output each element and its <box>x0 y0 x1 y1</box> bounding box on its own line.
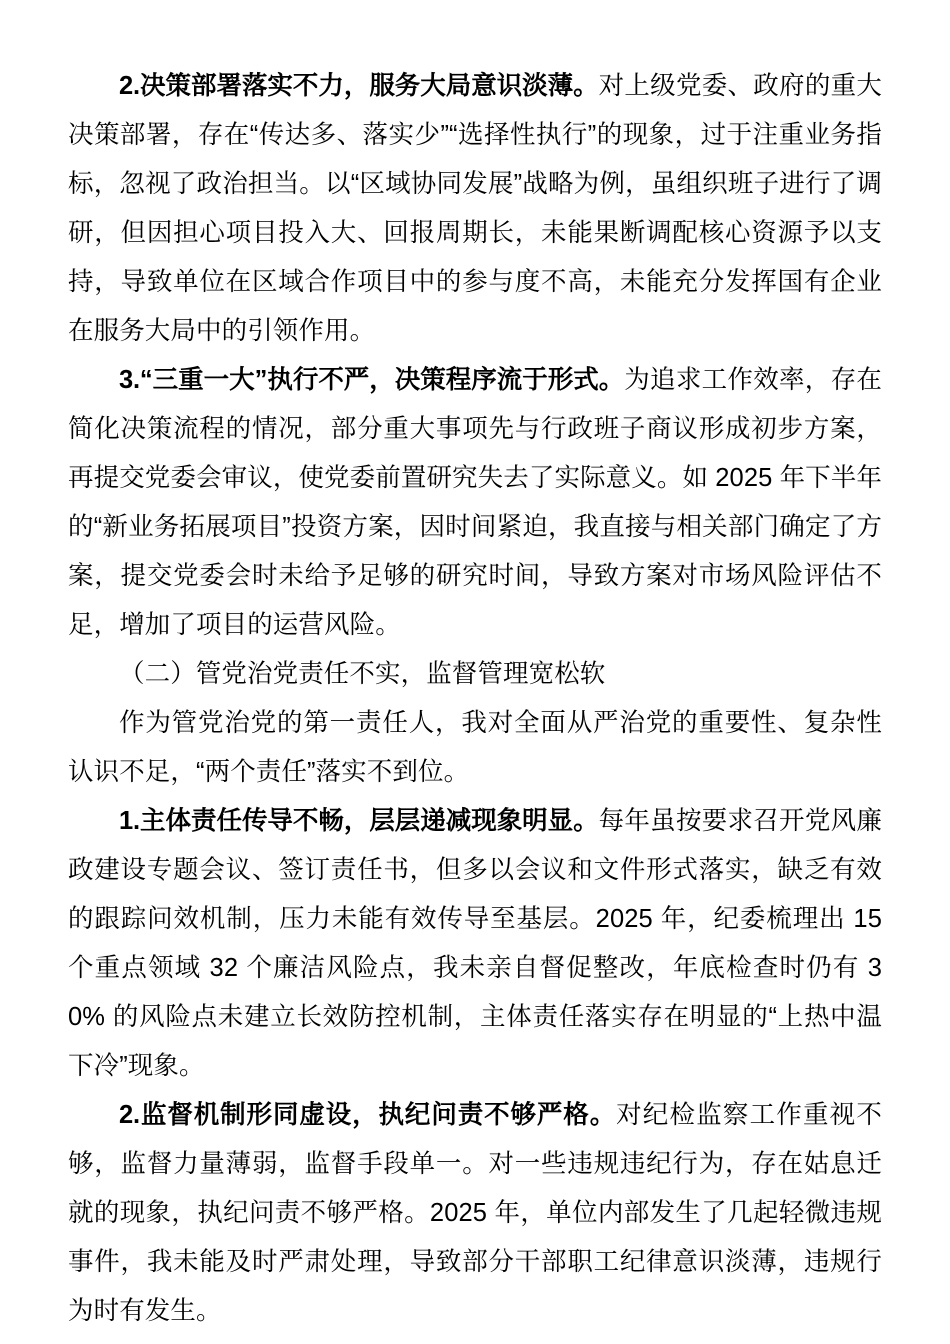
section-heading-text: （二）管党治党责任不实，监督管理宽松软 <box>119 660 606 688</box>
paragraph-numbered-3 <box>68 356 882 650</box>
paragraph-numbered-2b <box>68 1091 882 1336</box>
paragraph-lead-heading: 1.主体责任传导不畅，层层递减现象明显。 <box>119 807 599 835</box>
paragraph-text: 作为管党治党的第一责任人，我对全面从严治党的重要性、复杂性认识不足，“两个责任”落实不到位。 <box>68 709 882 786</box>
paragraph-text: 对纪检监察工作重视不够，监督力量薄弱，监督手段单一。对一些违规违纪行为，存在姑息迁就的现象，执纪问责不够严格。2025 年，单位内部发生了几起轻微违规事件，我未能及时严肃处理，导致部分干部职工纪律意识淡薄，违规行为时有发生。 <box>68 1101 882 1325</box>
paragraph-lead-heading: 2.决策部署落实不力，服务大局意识淡薄。 <box>119 72 599 100</box>
paragraph-intro <box>68 699 882 797</box>
paragraph-lead-heading: 2.监督机制形同虚设，执纪问责不够严格。 <box>119 1101 617 1129</box>
paragraph-text: 为追求工作效率，存在简化决策流程的情况，部分重大事项先与行政班子商议形成初步方案，再提交党委会审议，使党委前置研究失去了实际意义。如 2025 年下半年的“新业务拓展项目”投资方案，因时间紧迫，我直接与相关部门确定了方案，提交党委会时未给予足够的研究时间，导致方案对市场风险评估不足，增加了项目的运营风险。 <box>68 366 882 639</box>
paragraph-text: 每年虽按要求召开党风廉政建设专题会议、签订责任书，但多以会议和文件形式落实，缺乏有效的跟踪问效机制，压力未能有效传导至基层。2025 年，纪委梳理出 15 个重点领域 32 个廉洁风险点，我未亲自督促整改，年底检查时仍有 30% 的风险点未建立长效防控机制，主体责任落实存在明显的“上热中温下冷”现象。 <box>68 807 882 1080</box>
document-body <box>68 62 882 1336</box>
paragraph-numbered-1b <box>68 797 882 1091</box>
paragraph-numbered-2 <box>68 62 882 356</box>
paragraph-lead-heading: 3.“三重一大”执行不严，决策程序流于形式。 <box>119 366 625 394</box>
paragraph-text: 对上级党委、政府的重大决策部署，存在“传达多、落实少”“选择性执行”的现象，过于注重业务指标，忽视了政治担当。以“区域协同发展”战略为例，虽组织班子进行了调研，但因担心项目投入大、回报周期长，未能果断调配核心资源予以支持，导致单位在区域合作项目中的参与度不高，未能充分发挥国有企业在服务大局中的引领作用。 <box>68 72 882 345</box>
section-heading-two <box>68 650 882 699</box>
